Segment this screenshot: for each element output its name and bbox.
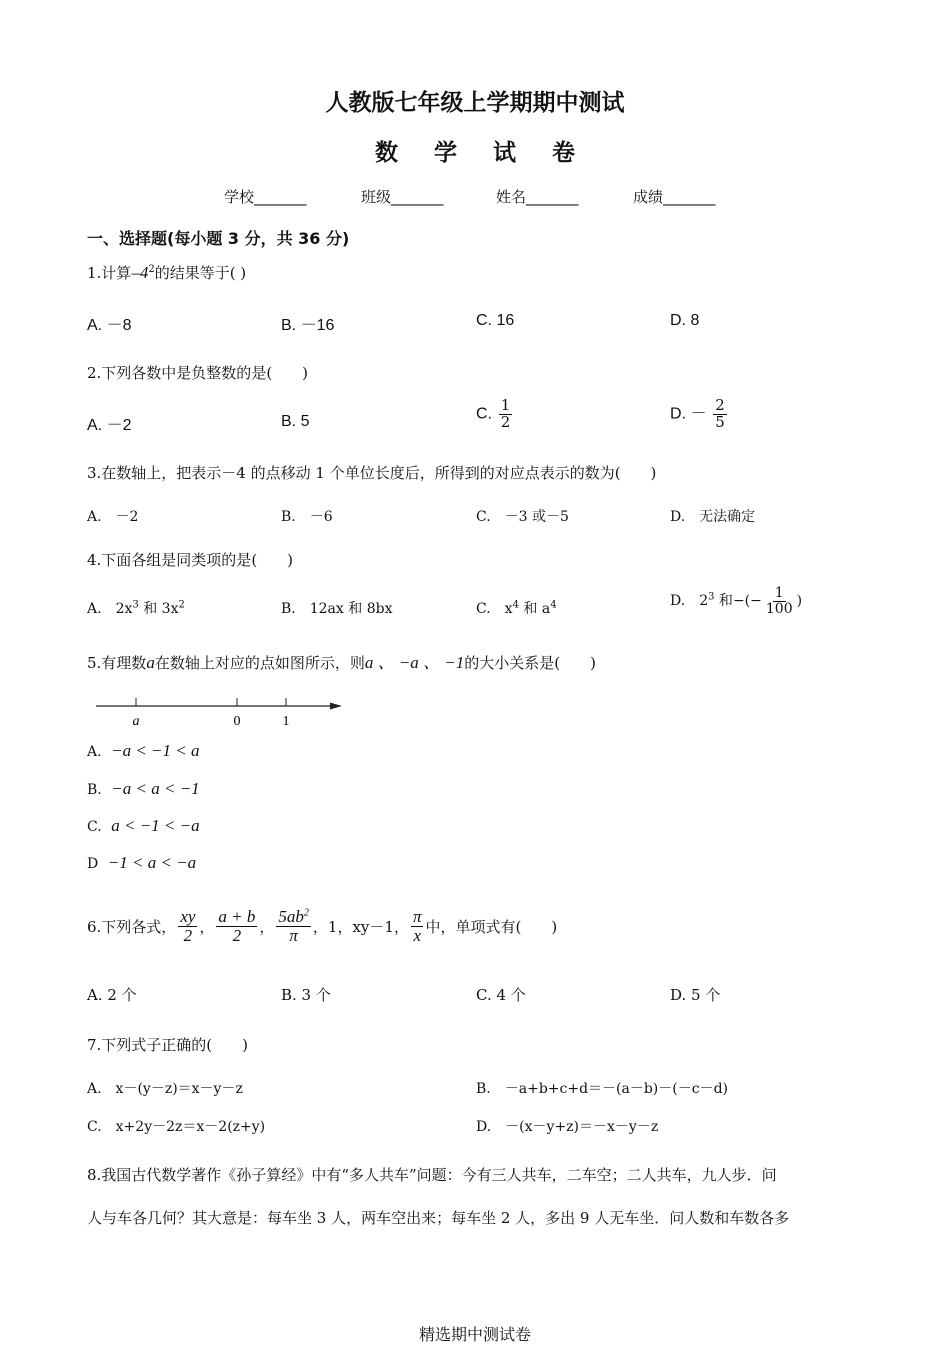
question-8-line-2: 人与车各几何？其大意是：每车坐 3 人，两车空出来；每车坐 2 人，多出 9 人无车坐．问人数和车数各多 (87, 1209, 790, 1227)
fraction: $\frac{a + b}{2}$ (218, 907, 256, 945)
question-4: 4.下面各组是同类项的是( ) (87, 551, 294, 569)
q1-option-a[interactable]: A. －8 (87, 317, 132, 334)
q5-option-b[interactable]: B. −a < a < −1 (87, 779, 200, 798)
label-1: 1 (282, 714, 290, 729)
q4-option-a[interactable]: A. $2x^3$ 和 $3x^2$ (87, 599, 185, 617)
q3-option-a[interactable]: A. －2 (87, 509, 139, 525)
question-7: 7.下列式子正确的( ) (87, 1036, 249, 1054)
question-6: 6.下列各式， $\frac{xy}{2}$ ， $\frac{a + b}{2}$ ， $\frac{5ab^2}{\pi}$ ，1，xy－1， $\frac{\pi}{x}$ 中，单项式有( ) (87, 907, 558, 945)
fraction: $\frac{\pi}{x}$ (412, 907, 422, 945)
q2-option-a[interactable]: A. －2 (87, 417, 132, 434)
q6-option-b[interactable]: B. 3 个 (281, 986, 331, 1004)
q7-option-a[interactable]: A. x－(y－z)＝x－y－z (87, 1081, 243, 1097)
q3-option-d[interactable]: D. 无法确定 (670, 509, 756, 525)
fraction: $\frac{1}{100}$ (765, 585, 793, 617)
section-title: 一、选择题(每小题 3 分，共 36 分) (87, 229, 350, 248)
q2-option-c[interactable]: C. $\frac{1}{2}$ (476, 396, 511, 431)
question-2: 2.下列各数中是负整数的是( ) (87, 364, 309, 382)
q1-option-b[interactable]: B. －16 (281, 317, 335, 334)
q5-option-c[interactable]: C. a < −1 < −a (87, 816, 200, 835)
q4-option-d[interactable]: D. $2^3$ 和−(− $\frac{1}{100}$ ) (670, 585, 803, 617)
page-footer: 精选期中测试卷 (418, 1325, 531, 1344)
q6-option-d[interactable]: D. 5 个 (670, 986, 721, 1004)
q2-option-d[interactable]: D. － $\frac{2}{5}$ (670, 396, 725, 431)
q5-option-a[interactable]: A. −a < −1 < a (87, 741, 200, 760)
name-field: 姓名_______ (496, 188, 579, 206)
q7-option-d[interactable]: D. －(x－y+z)＝－x－y－z (476, 1119, 659, 1135)
axis-arrow (330, 703, 342, 710)
q3-option-c[interactable]: C. －3 或－5 (476, 509, 569, 525)
q7-option-b[interactable]: B. －a+b+c+d＝－(a－b)－(－c－d) (476, 1081, 728, 1097)
q7-option-c[interactable]: C. x+2y－2z＝x－2(z+y) (87, 1119, 266, 1135)
exam-title: 人教版七年级上学期期中测试 (325, 90, 625, 116)
exam-subtitle: 数 学 试 卷 (374, 140, 590, 166)
q4-option-b[interactable]: B. 12ax 和 8bx (281, 601, 393, 617)
q6-option-a[interactable]: A. 2 个 (87, 986, 137, 1004)
question-1: 1.计算$-4^2$的结果等于( ) (87, 263, 247, 282)
fraction: $\frac{xy}{2}$ (180, 907, 196, 945)
school-field: 学校_______ (224, 188, 307, 206)
score-field: 成绩_______ (633, 188, 716, 206)
q6-option-c[interactable]: C. 4 个 (476, 986, 526, 1004)
question-5: 5.有理数a在数轴上对应的点如图所示，则a 、 −a 、 −1的大小关系是( ) (87, 653, 596, 672)
question-8-line-1: 8.我国古代数学著作《孙子算经》中有“多人共车”问题：今有三人共车，二车空；二人共车，九人步．问 (87, 1166, 777, 1184)
q2-option-b[interactable]: B. 5 (281, 413, 310, 430)
fraction: $\frac{1}{2}$ (500, 396, 511, 431)
label-a: a (132, 714, 140, 729)
number-line (90, 690, 350, 732)
fraction: $\frac{5ab^2}{\pi}$ (278, 907, 309, 945)
question-3: 3.在数轴上，把表示－4 的点移动 1 个单位长度后，所得到的对应点表示的数为( ) (87, 464, 657, 482)
label-0: 0 (233, 714, 241, 729)
q5-option-d[interactable]: D −1 < a < −a (87, 853, 197, 872)
fraction: $\frac{2}{5}$ (715, 396, 725, 431)
class-field: 班级_______ (361, 188, 444, 206)
q1-option-d[interactable]: D. 8 (670, 312, 700, 329)
q3-option-b[interactable]: B. －6 (281, 509, 333, 525)
q4-option-c[interactable]: C. $x^4$ 和 $a^4$ (476, 599, 557, 617)
q1-option-c[interactable]: C. 16 (476, 312, 515, 329)
